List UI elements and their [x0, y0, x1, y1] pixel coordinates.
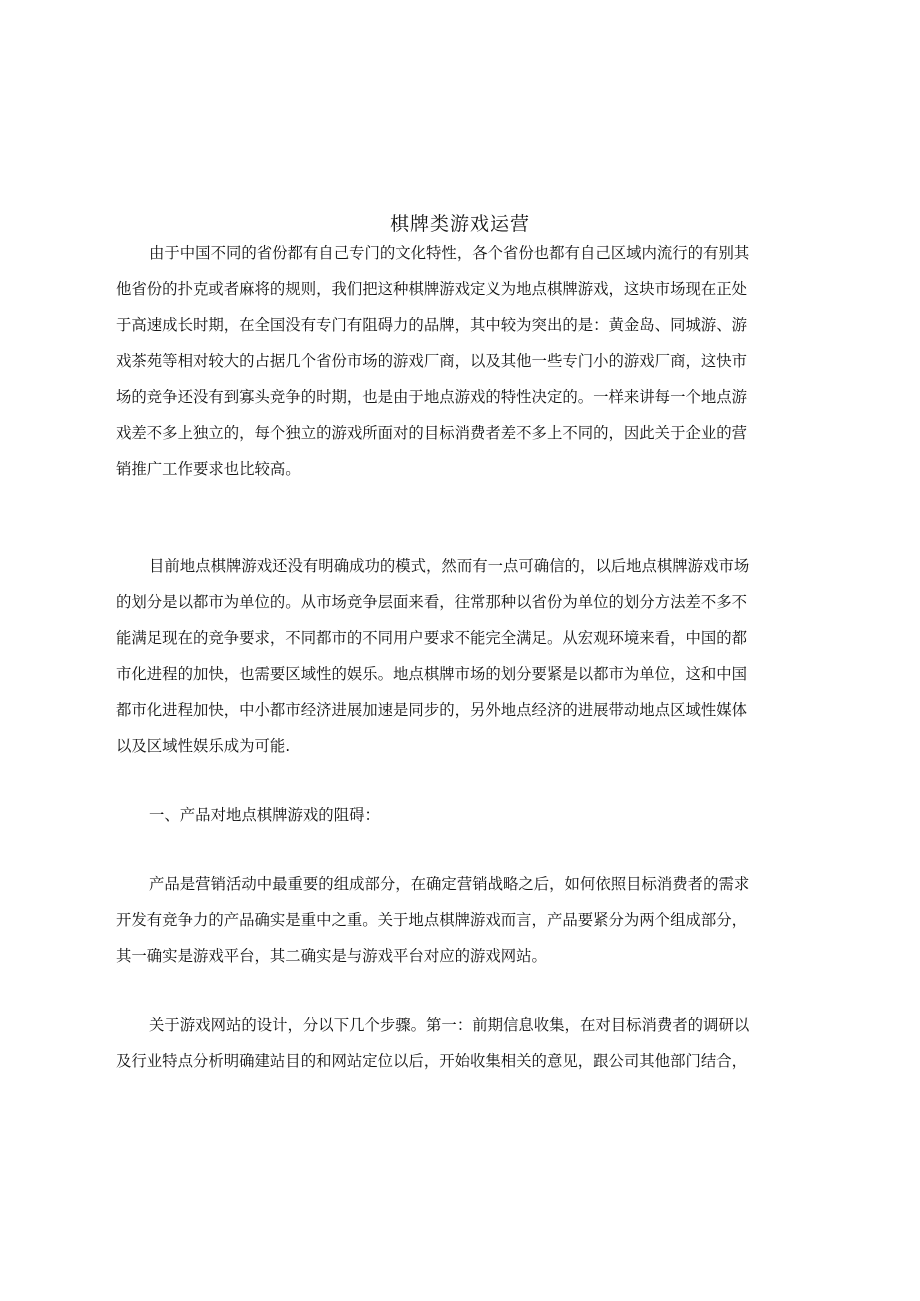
paragraph-line: 关于游戏网站的设计，分以下几个步骤。第一：前期信息收集，在对目标消费者的调研以 — [149, 1016, 750, 1034]
section-heading-product — [116, 797, 814, 833]
paragraph-city-division — [116, 548, 814, 764]
paragraph-line: 都市化进程加快，中小都市经济进展加速是同步的，另外地点经济的进展带动地点区域性媒体 — [116, 701, 748, 719]
paragraph-product — [116, 866, 814, 974]
paragraph-line: 以及区域性娱乐成为可能. — [116, 737, 291, 755]
paragraph-line: 产品是营销活动中最重要的组成部分，在确定营销战略之后，如何依照目标消费者的需求 — [149, 875, 750, 893]
section-heading-line: 一、产品对地点棋牌游戏的阻碍： — [149, 806, 380, 824]
paragraph-line: 的划分是以都市为单位的。从市场竞争层面来看，往常那种以省份为单位的划分方法差不多不 — [116, 593, 748, 611]
paragraph-line: 他省份的扑克或者麻将的规则，我们把这种棋牌游戏定义为地点棋牌游戏，这块市场现在正处 — [116, 280, 748, 298]
document-title: 棋牌类游戏运营 — [389, 212, 530, 235]
paragraph-line: 市化进程的加快，也需要区域性的娱乐。地点棋牌市场的划分要紧是以都市为单位，这和中国 — [116, 665, 748, 683]
paragraph-line: 能满足现在的竞争要求，不同都市的不同用户要求不能完全满足。从宏观环境来看，中国的都 — [116, 629, 748, 647]
paragraph-line: 及行业特点分析明确建站目的和网站定位以后，开始收集相关的意见，跟公司其他部门结合， — [116, 1052, 748, 1070]
paragraph-line: 目前地点棋牌游戏还没有明确成功的模式，然而有一点可确信的，以后地点棋牌游戏市场 — [149, 557, 750, 575]
paragraph-line: 戏差不多上独立的，每个独立的游戏所面对的目标消费者差不多上不同的，因此关于企业的营 — [116, 424, 748, 442]
paragraph-line: 戏茶苑等相对较大的占据几个省份市场的游戏厂商，以及其他一些专门小的游戏厂商，这快市 — [116, 352, 748, 370]
paragraph-market-overview — [116, 235, 814, 487]
paragraph-line: 于高速成长时期，在全国没有专门有阻碍力的品牌，其中较为突出的是：黄金岛、同城游、游 — [116, 316, 748, 334]
paragraph-website-design — [116, 1007, 814, 1079]
paragraph-line: 销推广工作要求也比较高。 — [116, 460, 301, 478]
paragraph-line: 场的竞争还没有到寡头竞争的时期，也是由于地点游戏的特性决定的。一样来讲每一个地点游 — [116, 388, 748, 406]
paragraph-line: 开发有竞争力的产品确实是重中之重。关于地点棋牌游戏而言，产品要紧分为两个组成部分， — [116, 911, 748, 929]
paragraph-line: 其一确实是游戏平台，其二确实是与游戏平台对应的游戏网站。 — [116, 947, 547, 965]
paragraph-line: 由于中国不同的省份都有自己专门的文化特性，各个省份也都有自己区域内流行的有别其 — [149, 244, 750, 262]
